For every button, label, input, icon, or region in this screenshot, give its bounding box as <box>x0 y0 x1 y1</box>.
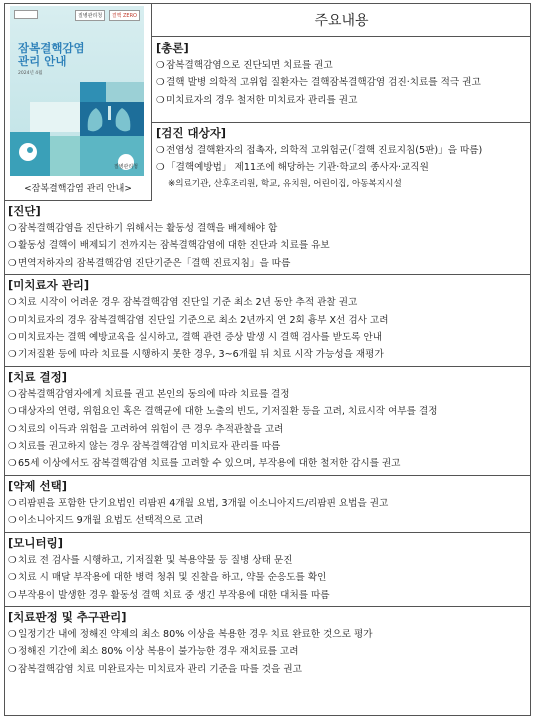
sections-container <box>4 201 531 680</box>
list-item: ❍활동성 결핵이 배제되기 전까지는 잠복결핵감염에 대한 진단과 치료를 유보 <box>4 237 531 254</box>
list-item: ❍이소니아지드 9개월 요법도 선택적으로 고려 <box>4 512 531 529</box>
monitoring-section <box>4 533 531 607</box>
list-item: ❍잠복결핵감염으로 진단되면 치료를 권고 <box>152 57 531 74</box>
cover-publisher: 질병관리청 <box>113 164 138 170</box>
bullet-icon: ❍ <box>8 497 17 509</box>
section-title: [진단] <box>8 204 41 218</box>
bullet-icon: ❍ <box>156 94 165 106</box>
cover-date: 2024년 4월 <box>18 71 43 76</box>
list-item: ❍치료의 이득과 위험을 고려하여 위험이 큰 경우 추적관찰을 고려 <box>4 421 531 438</box>
bullet-icon: ❍ <box>8 423 17 435</box>
bullet-icon: ❍ <box>8 332 17 344</box>
targets-note: ※의료기관, 산후조리원, 학교, 유치원, 어린이집, 아동복지시설 <box>168 178 402 189</box>
cover-title <box>18 42 85 68</box>
bullet-icon: ❍ <box>8 257 17 269</box>
bullet-icon: ❍ <box>8 589 17 601</box>
bullet-icon: ❍ <box>8 314 17 326</box>
drug-selection-section <box>4 476 531 533</box>
section-title: [미치료자 관리] <box>8 278 90 293</box>
diagnosis-section <box>4 201 531 275</box>
bullet-icon: ❍ <box>8 441 17 453</box>
targets-title: [검진 대상자] <box>156 126 227 140</box>
section-title: [치료판정 및 추구관리] <box>8 609 127 624</box>
list-item: ❍전염성 결핵환자의 접촉자, 의학적 고위험군(「결핵 진료지침(5판)」을 따름) <box>152 142 531 159</box>
treatment-decision-section <box>4 367 531 476</box>
list-item: ❍치료 시작이 어려운 경우 잠복결핵감염 진단일 기준 최소 2년 동안 추적 관찰 권고 <box>4 294 531 311</box>
cover-logo-left: 질병관리청 <box>75 10 105 21</box>
summary-cell <box>152 3 531 201</box>
section-title: [모니터링] <box>8 535 63 550</box>
list-item: ❍「결핵예방법」 제11조에 해당하는 기관·학교의 종사자·교직원 <box>152 159 531 176</box>
cover-illustration <box>10 82 144 176</box>
bullet-icon: ❍ <box>8 388 17 400</box>
bullet-icon: ❍ <box>156 77 165 89</box>
cover-logo-right: 결핵 ZERO <box>109 10 140 21</box>
bullet-icon: ❍ <box>8 554 17 566</box>
bullet-icon: ❍ <box>8 663 17 675</box>
general-title: [총론] <box>156 41 189 55</box>
list-item: ❍미치료자의 경우 잠복결핵감염 진단일 기준으로 최소 2년까지 연 2회 흉부 X선 검사 고려 <box>4 312 531 329</box>
cover-title-line2: 관리 안내 <box>18 54 67 68</box>
list-item: ❍잠복결핵감염 치료 미완료자는 미치료자 관리 기준을 따를 것을 권고 <box>4 661 531 678</box>
untreated-section <box>4 275 531 367</box>
bullet-icon: ❍ <box>156 145 165 156</box>
list-item: ❍치료 시 매달 부작용에 대한 병력 청취 및 진찰을 하고, 약물 순응도를 확인 <box>4 569 531 586</box>
bullet-icon: ❍ <box>8 349 17 361</box>
general-section <box>152 37 531 123</box>
bullet-icon: ❍ <box>8 406 17 418</box>
cover-caption: <잠복결핵감염 관리 안내> <box>24 184 132 194</box>
list-item: ❍기저질환 등에 따라 치료를 시행하지 못한 경우, 3~6개월 뒤 치료 시작 가능성을 재평가 <box>4 346 531 363</box>
list-item: ❍치료 전 검사를 시행하고, 기저질환 및 복용약물 등 질병 상태 문진 <box>4 552 531 569</box>
bullet-icon: ❍ <box>8 628 17 640</box>
list-item: ❍잠복결핵감염자에게 치료를 권고 본인의 동의에 따라 치료를 결정 <box>4 386 531 403</box>
list-item: ❍일정기간 내에 정해진 약제의 최소 80% 이상을 복용한 경우 치료 완료한 것으로 평가 <box>4 626 531 643</box>
list-item: ❍대상자의 연령, 위험요인 혹은 결핵균에 대한 노출의 빈도, 기저질환 등을 고려, 치료시작 여부를 결정 <box>4 403 531 420</box>
section-title: [약제 선택] <box>8 478 67 493</box>
list-item: ❍리팜핀을 포함한 단기요법인 리팜핀 4개월 요법, 3개월 이소니아지드/리팜핀 요법을 권고 <box>4 495 531 512</box>
list-item: ❍치료를 권고하지 않는 경우 잠복결핵감염 미치료자 관리를 따름 <box>4 438 531 455</box>
followup-section <box>4 607 531 680</box>
list-item: ❍잠복결핵감염을 진단하기 위해서는 활동성 결핵을 배제해야 함 <box>4 220 531 237</box>
list-item: ❍65세 이상에서도 잠복결핵감염 치료를 고려할 수 있으며, 부작용에 대한 철저한 감시를 권고 <box>4 455 531 472</box>
bullet-icon: ❍ <box>156 162 165 174</box>
bullet-icon: ❍ <box>8 458 17 470</box>
bullet-icon: ❍ <box>8 240 17 252</box>
cover-badge <box>14 10 38 19</box>
cover-title-line1: 잠복결핵감염 <box>18 41 85 55</box>
bullet-icon: ❍ <box>156 60 165 71</box>
list-item: ❍정해진 기간에 최소 80% 이상 복용이 불가능한 경우 재치료를 고려 <box>4 643 531 660</box>
bullet-icon: ❍ <box>8 223 17 234</box>
targets-section <box>152 123 531 191</box>
cover-image <box>10 6 144 176</box>
list-item: ❍미치료자의 경우 철저한 미치료자 관리를 권고 <box>152 92 531 109</box>
bullet-icon: ❍ <box>8 572 17 584</box>
list-item: ❍면역저하자의 잠복결핵감염 진단기준은「결핵 진료지침」을 따름 <box>4 255 531 272</box>
list-item: ❍결핵 발병 의학적 고위험 질환자는 결핵잠복결핵감염 검진·치료를 적극 권고 <box>152 74 531 91</box>
summary-header: 주요내용 <box>152 3 531 37</box>
bullet-icon: ❍ <box>8 646 17 658</box>
cover-logos <box>73 10 140 21</box>
section-title: [치료 결정] <box>8 369 67 384</box>
cover-cell <box>4 3 152 201</box>
bullet-icon: ❍ <box>8 297 17 309</box>
bullet-icon: ❍ <box>8 515 17 527</box>
list-item: ❍미치료자는 결핵 예방교육을 실시하고, 결핵 관련 증상 발생 시 결핵 검사를 받도록 안내 <box>4 329 531 346</box>
list-item: ❍부작용이 발생한 경우 활동성 결핵 치료 중 생긴 부작용에 대한 대처를 따름 <box>4 587 531 604</box>
